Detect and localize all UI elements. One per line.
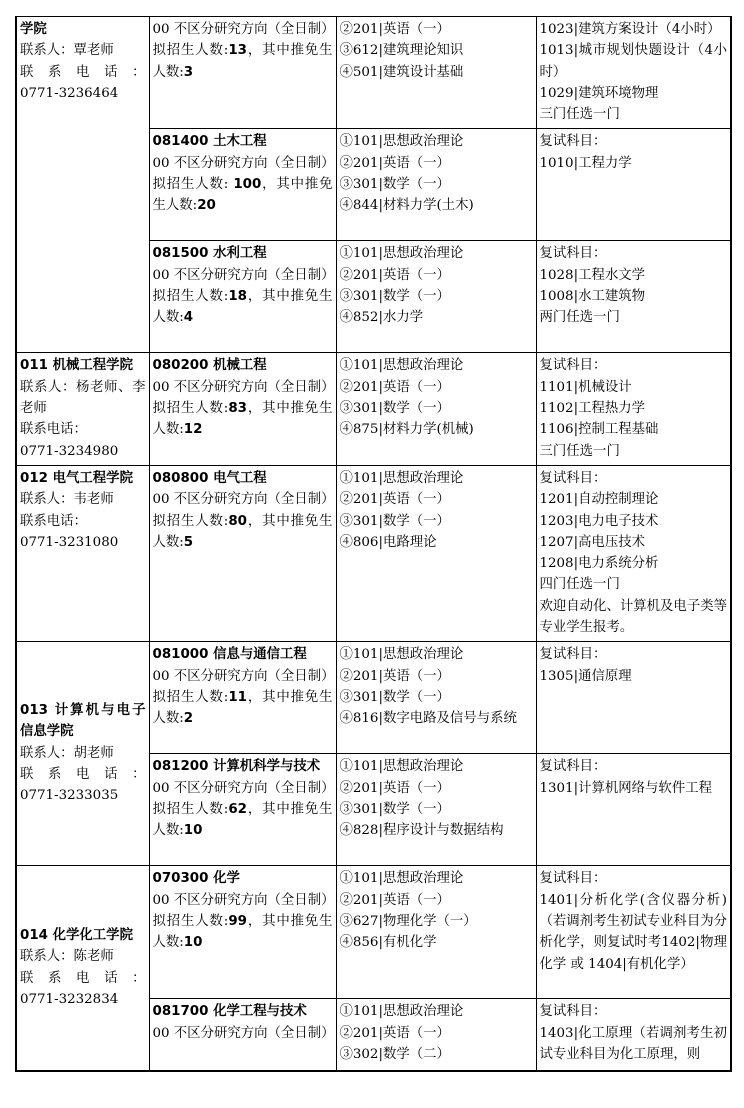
table-row (16, 866, 731, 999)
program-direction: 00 不区分研究方向（全日制） (152, 155, 335, 171)
college-phone: 0771-3236464 (20, 85, 119, 101)
college-phone: 0771-3233035 (20, 788, 119, 804)
program-direction: 00 不区分研究方向（全日制） (152, 379, 335, 395)
table-row (16, 353, 731, 465)
college-phone-label: 联 系 电 话 ： (20, 64, 146, 80)
program-title: 081500 水利工程 (152, 246, 267, 262)
retest-cell: 复试科目： 1010|工程力学 (536, 129, 731, 241)
program-title: 070300 化学 (152, 871, 240, 887)
program-title: 081200 计算机科学与技术 (152, 759, 321, 775)
program-title: 080800 电气工程 (152, 470, 267, 486)
exam-subject: ④501|建筑设计基础 (339, 64, 464, 80)
program-title: 081700 化学工程与技术 (152, 1004, 307, 1020)
program-quota: 拟招生人数:13，其中推免生人数:3 (152, 43, 333, 80)
exam-cell: ①101|思想政治理论 ②201|英语（一） ③627|物理化学（一） ④856|有机化学 (336, 866, 536, 999)
exam-cell: ①101|思想政治理论 ②201|英语（一） ③302|数学（二） (336, 999, 536, 1071)
program-cell (149, 17, 336, 129)
program-cell (149, 353, 336, 465)
exam-subject: ③612|建筑理论知识 (339, 43, 464, 59)
program-cell (149, 129, 336, 241)
college-contact: 联系人：胡老师 (20, 745, 114, 761)
college-cell (16, 17, 149, 353)
program-direction: 00 不区分研究方向（全日制） (152, 892, 335, 908)
program-quota: 拟招生人数: 100，其中推免生人数:20 (152, 177, 333, 214)
program-quota: 拟招生人数:18，其中推免生人数:4 (152, 289, 333, 326)
college-name: 013 计算机与电子信息学院 (20, 703, 146, 740)
program-title: 081400 土木工程 (152, 134, 267, 150)
exam-cell: ①101|思想政治理论 ②201|英语（一） ③301|数学（一） ④852|水力学 (336, 241, 536, 353)
program-title: 080200 机械工程 (152, 358, 267, 374)
college-name: 011 机械工程学院 (20, 358, 133, 374)
program-cell (149, 465, 336, 641)
program-direction: 00 不区分研究方向（全日制） (152, 492, 335, 508)
exam-cell: ①101|思想政治理论 ②201|英语（一） ③301|数学（一） ④844|材料力学(土木) (336, 129, 536, 241)
retest-subject: 1029|建筑环境物理 (539, 85, 659, 101)
exam-cell: ①101|思想政治理论 ②201|英语（一） ③301|数学（一） ④875|材料力学(机械) (336, 353, 536, 465)
college-phone-label: 联 系 电 话 ： (20, 970, 146, 986)
college-phone: 0771-3231080 (20, 534, 119, 550)
college-phone-label: 联系电话： (20, 513, 87, 529)
college-phone-label: 联 系 电 话 ： (20, 766, 146, 782)
program-direction: 00 不区分研究方向（全日制） (152, 780, 335, 796)
exam-cell: ①101|思想政治理论 ②201|英语（一） ③301|数学（一） ④816|数字电路及信号与系统 (336, 642, 536, 754)
college-contact: 联系人：杨老师、李老师 (20, 379, 146, 417)
college-contact: 联系人：覃老师 (20, 43, 114, 59)
retest-cell: 复试科目： 1201|自动控制理论 1203|电力电子技术 1207|高电压技术 1208|电力系统分析 四门任选一门 欢迎自动化、计算机及电子类等专业学生报考。 (536, 465, 731, 641)
retest-subject: 1023|建筑方案设计（4小时） (539, 22, 721, 37)
program-direction: 00 不区分研究方向（全日制） (152, 267, 335, 283)
college-name: 012 电气工程学院 (20, 470, 133, 486)
retest-cell: 复试科目： 1403|化工原理（若调剂考生初试专业科目为化工原理，则 (536, 999, 731, 1071)
exam-cell: ①101|思想政治理论 ②201|英语（一） ③301|数学（一） ④806|电路理论 (336, 465, 536, 641)
table-row (16, 465, 731, 641)
program-quota: 拟招生人数:80，其中推免生人数:5 (152, 513, 333, 550)
program-title: 081000 信息与通信工程 (152, 647, 307, 663)
program-cell (149, 999, 336, 1071)
college-cell (16, 642, 149, 866)
table-row (16, 17, 731, 129)
table-row (16, 642, 731, 754)
retest-cell: 复试科目： 1028|工程水文学 1008|水工建筑物 两门任选一门 (536, 241, 731, 353)
program-direction: 00 不区分研究方向（全日制） (152, 1025, 335, 1041)
college-phone-label: 联系电话： (20, 422, 87, 438)
program-quota: 拟招生人数:83，其中推免生人数:12 (152, 401, 333, 438)
college-contact: 联系人：陈老师 (20, 949, 114, 965)
program-direction: 00 不区分研究方向（全日制） (152, 22, 335, 37)
college-contact: 联系人：韦老师 (20, 492, 114, 508)
retest-cell: 复试科目： 1401|分析化学(含仪器分析)（若调剂考生初试专业科目为分析化学，则复试时考1402|物理化学 或 1404|有机化学） (536, 866, 731, 999)
college-phone: 0771-3234980 (20, 443, 119, 459)
retest-cell (536, 17, 731, 129)
retest-cell: 复试科目： 1101|机械设计 1102|工程热力学 1106|控制工程基础 三门任选一门 (536, 353, 731, 465)
program-cell (149, 866, 336, 999)
program-quota: 拟招生人数:62，其中推免生人数:10 (152, 801, 333, 839)
exam-cell: ①101|思想政治理论 ②201|英语（一） ③301|数学（一） ④828|程序设计与数据结构 (336, 754, 536, 866)
exam-subject: ②201|英语（一） (339, 22, 450, 37)
college-phone: 0771-3232834 (20, 991, 119, 1007)
retest-subject: 1013|城市规划快题设计（4小时） (539, 43, 727, 80)
program-direction: 00 不区分研究方向（全日制） (152, 668, 335, 684)
college-cell (16, 353, 149, 465)
college-name: 014 化学化工学院 (20, 928, 133, 943)
retest-cell: 复试科目： 1301|计算机网络与软件工程 (536, 754, 731, 866)
program-cell (149, 642, 336, 754)
college-name: 学院 (20, 22, 47, 37)
college-cell (16, 866, 149, 1071)
retest-subject: 三门任选一门 (539, 107, 620, 123)
program-cell (149, 241, 336, 353)
program-quota: 拟招生人数:11，其中推免生人数:2 (152, 689, 333, 727)
admissions-table (15, 16, 732, 1072)
college-cell (16, 465, 149, 641)
retest-cell: 复试科目： 1305|通信原理 (536, 642, 731, 754)
exam-cell (336, 17, 536, 129)
program-cell (149, 754, 336, 866)
program-quota: 拟招生人数:99，其中推免生人数:10 (152, 913, 333, 951)
